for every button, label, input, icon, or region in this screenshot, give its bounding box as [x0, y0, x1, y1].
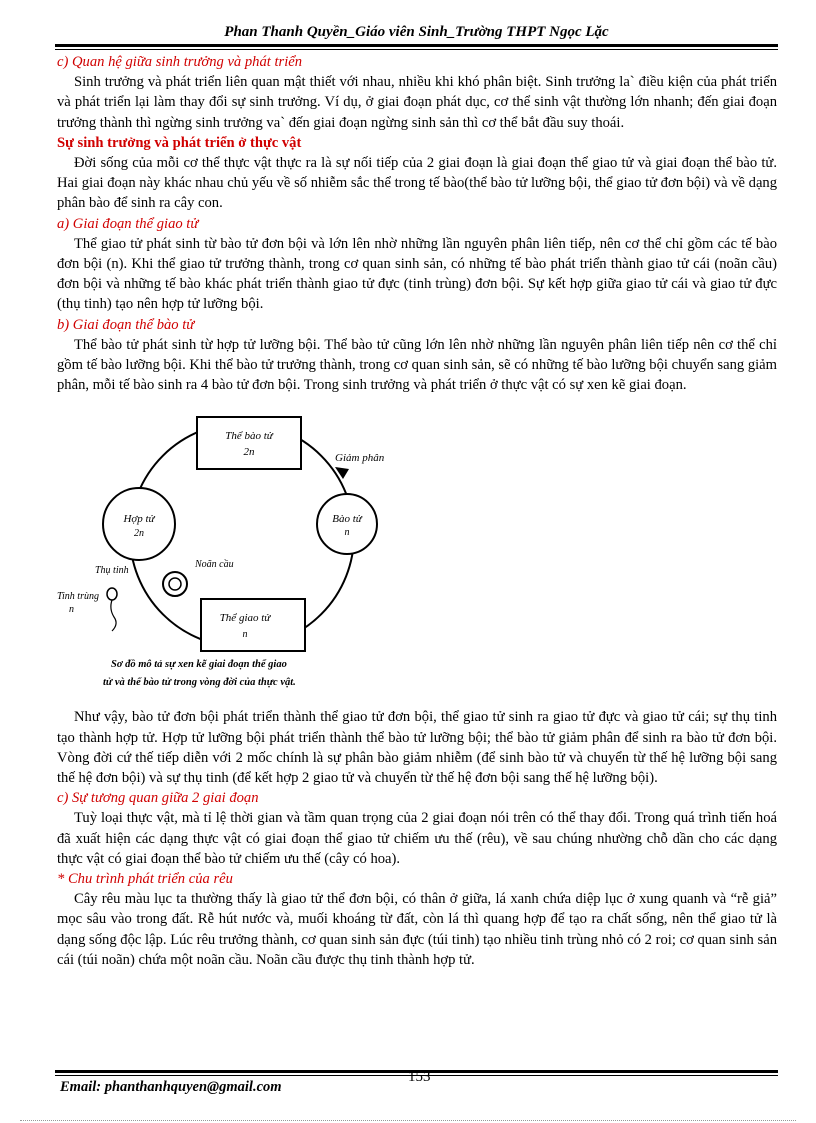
section-c2-title: c) Sự tương quan giữa 2 giai đoạn: [57, 790, 259, 807]
caption-line-1: Sơ đồ mô tả sự xen kẽ giai đoạn thể giao: [111, 659, 287, 671]
sporophyte-box: [197, 417, 301, 469]
footer-email: Email: phanthanhquyen@gmail.com: [60, 1079, 282, 1095]
life-cycle-svg: [57, 409, 397, 699]
egg-label: Noãn cầu: [195, 559, 234, 571]
section-a-title: a) Giai đoạn thể giao tử: [57, 215, 199, 232]
plant-section-text: Đời sống của mỗi cơ thể thực vật thực ra là sự nối tiếp của 2 giai đoạn là giai đoạn thể giao tử và giai đoạn thể bào tử. Hai giai đoạn này khác nhau chủ yếu về số nhiễm sắc thể trong tế bào(thể bào tử lưỡng bội, thể giao tử đơn bội) và về dạng phân bào để sinh ra cây con.: [57, 155, 778, 212]
section-b-title: b) Giai đoạn thể bào tử: [57, 316, 195, 333]
page-content: [57, 52, 777, 970]
section-c-title: c) Quan hệ giữa sinh trưởng và phát triển: [57, 54, 303, 70]
after-diagram-text: Như vậy, bào tử đơn bội phát triển thành thể giao tử đơn bội, thể giao tử sinh ra giao tử đực và giao tử cái; sự thụ tinh tạo thành hợp tử. Hợp tử lưỡng bội phát triển thành thể bào tử lưỡng bội; thể bào tử giảm phân để sinh ra bào tử đơn bội. Vòng đời cứ thế tiếp diễn với 2 mốc chính là sự phân bào giảm nhiễm (để sinh bào tử và chuyển từ thế hệ lưỡng bội sang thế hệ đơn bội) và sự thụ tinh (để kết hợp 2 giao tử và chuyển từ thế hệ đơn bội sang thế hệ lưỡng bội).: [57, 709, 777, 787]
header-rule: [55, 44, 778, 47]
meiosis-label: Giảm phân: [335, 452, 385, 465]
section-c-text: Sinh trưởng và phát triển liên quan mật thiết với nhau, nhiều khi khó phân biệt. Sinh trưởng la` điều kiện của phát triển và phát triển lại làm thay đổi sự sinh trưởng. Ví dụ, ở giai đoạn phát dục, cơ thể sinh vật thường lớn nhanh; đến giai đoạn trưởng thành thì ngừng sinh trưởng va` đến giai đoạn ngừng sinh sản thì cơ thể bắt đầu suy thoái.: [57, 74, 777, 131]
plant-section-title: Sự sinh trưởng và phát triển ở thực vật: [57, 134, 302, 151]
page-bottom-border: [20, 1120, 796, 1121]
page-number: 153: [408, 1069, 431, 1085]
sperm-tail: [111, 600, 116, 631]
caption-line-2: tử và thể bào tử trong vòng đời của thực vật.: [103, 677, 296, 689]
section-a-text: Thể giao tử phát sinh từ bào tử đơn bội và lớn lên nhờ những lần nguyên phân liên tiếp, nên cơ thể chỉ gồm các tế bào đơn bội (n). Khi thể giao tử trưởng thành, trong cơ quan sinh sản, có những tế bào phát triển thành giao tử cái (noãn cầu) đơn bội và những tế bào khác phát triển thành giao tử đực (tinh trùng) đơn bội. Sự kết hợp giữa giao tử cái và giao tử đực (thụ tinh) tạo nên hợp tử lưỡng bội.: [57, 235, 777, 313]
sporophyte-label: Thể bào tử: [225, 430, 273, 443]
gametophyte-box: [201, 599, 305, 651]
section-c2-text: Tuỳ loại thực vật, mà tỉ lệ thời gian và tầm quan trọng của 2 giai đoạn nói trên có thể thay đổi. Trong quá trình tiến hoá đã xuất hiện các dạng thực vật có giai đoạn thể giao tử chiếm ưu thế (rêu), về sau chúng nhường chỗ dần cho các dạng thực vật có giai đoạn thể bào tử chiếm ưu thế (cây có hoa).: [57, 810, 777, 867]
sperm-head: [107, 588, 117, 600]
sperm-ploidy: n: [69, 604, 74, 616]
sporophyte-ploidy: 2n: [243, 446, 255, 459]
gametophyte-ploidy: n: [242, 629, 248, 641]
moss-title: * Chu trình phát triển của rêu: [57, 871, 233, 888]
moss-text: Cây rêu màu lục ta thường thấy là giao tử thể đơn bội, có thân ở giữa, lá xanh chứa diệp lục ở xung quanh và “rễ giả” mọc sâu vào trong đất. Rễ hút nước và, muối khoáng từ đất, còn lá thì quang hợp để tạo ra chất sống, nên thể giao tử là dạng sống độc lập. Lúc rêu trưởng thành, cơ quan sinh sản đực (túi tinh) tạo nhiều tinh trùng nhỏ có 2 roi; cơ quan sinh sản cái (túi noãn) chứa một noãn cầu. Noãn cầu được thụ tinh thành hợp tử.: [57, 891, 777, 968]
spore-label: Bào tử: [332, 513, 362, 526]
gametophyte-label: Thể giao tử: [219, 612, 271, 625]
sperm-label: Tinh trùng: [57, 591, 99, 603]
header-rule-thin: [55, 49, 778, 50]
fertilization-label: Thụ tinh: [95, 565, 129, 577]
egg-inner: [169, 578, 181, 590]
life-cycle-diagram: [57, 409, 397, 699]
zygote-label: Hợp tử: [123, 513, 155, 526]
page-header: Phan Thanh Quyền_Giáo viên Sinh_Trường THPT Ngọc Lặc: [224, 24, 609, 40]
zygote-ploidy: 2n: [134, 528, 144, 540]
section-b-text: Thể bào tử phát sinh từ hợp tử lưỡng bội. Thể bào tử cũng lớn lên nhờ những lần nguyên phân liên tiếp nên cơ thể chỉ gồm tế bào lưỡng bội. Khi thể bào tử trưởng thành, trong cơ quan sinh sản, sẽ có những tế bào lưỡng bội chuyển sang giảm phân, mỗi tế bào sinh ra 4 bào tử đơn bội. Trong sinh trưởng và phát triển ở thực vật có sự xen kẽ giai đoạn.: [57, 336, 777, 394]
spore-ploidy: n: [344, 527, 350, 539]
